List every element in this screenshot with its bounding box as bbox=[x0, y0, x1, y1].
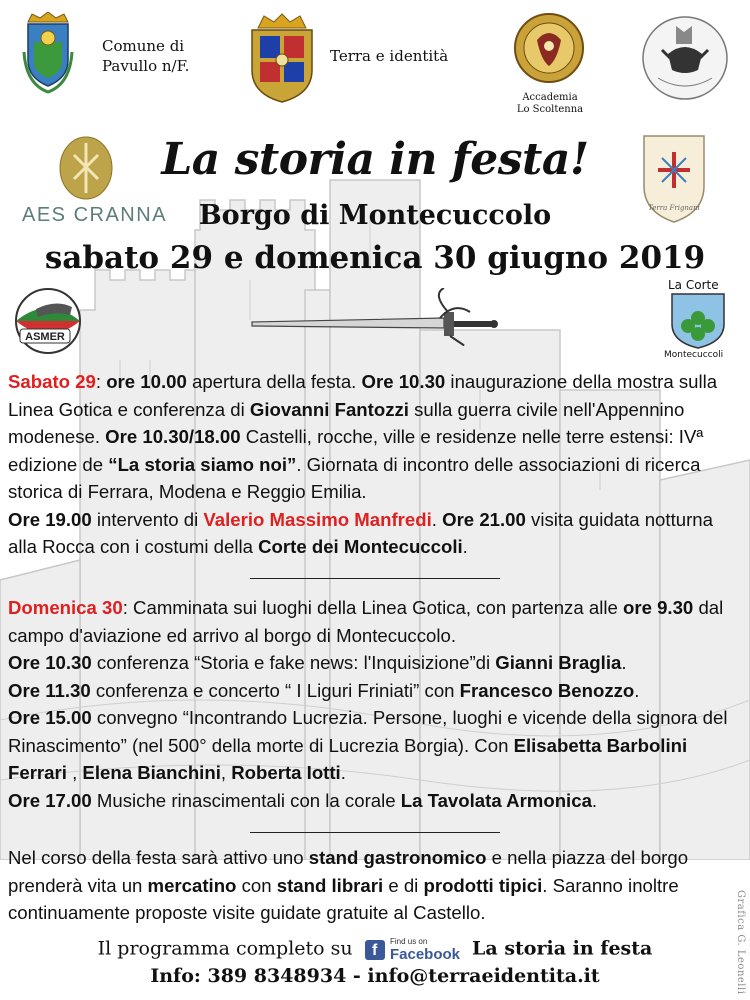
saturday-paragraph bbox=[8, 368, 746, 506]
saturday-evening-paragraph bbox=[8, 506, 746, 561]
sunday-music-paragraph bbox=[8, 787, 746, 815]
time-label: ore 10.00 bbox=[106, 371, 187, 392]
time-label: Ore 17.00 bbox=[8, 789, 92, 811]
speaker-name: Giovanni Fantozzi bbox=[249, 398, 409, 420]
text-run: . Saranno inoltre continuamente proposte visite guidate gratuite al Castello. bbox=[8, 874, 679, 923]
comune-pavullo-coat-of-arms-logo bbox=[22, 12, 74, 96]
comune-line2: Pavullo n/F. bbox=[102, 57, 190, 75]
time-label: Ore 10.30/18.00 bbox=[105, 426, 241, 447]
sunday-day-label: Domenica 30 bbox=[8, 597, 123, 618]
event-name: “La storia siamo noi” bbox=[108, 453, 297, 475]
corte-logo-label-top: La Corte bbox=[668, 278, 719, 292]
highlight: stand librari bbox=[276, 874, 384, 896]
speaker-name: Elena Bianchini bbox=[82, 762, 221, 783]
text-run: , bbox=[220, 762, 232, 783]
signori-montecuccoli-seal-logo bbox=[640, 14, 730, 102]
sword-illustration bbox=[248, 288, 498, 348]
asmer-logo bbox=[8, 285, 94, 357]
text-run: e di bbox=[383, 874, 424, 896]
graphic-credit: Grafica G. Leonelli bbox=[735, 890, 746, 995]
section-divider bbox=[250, 578, 500, 579]
terra-identita-crest-logo bbox=[244, 12, 320, 104]
accademia-line1: Accademia bbox=[522, 92, 578, 103]
text-run: Musiche rinascimentali con la corale bbox=[91, 789, 401, 811]
aes-cranna-label: AES CRANNA bbox=[22, 204, 168, 226]
text-run: : Camminata sui luoghi della Linea Gotica, con partenza alle bbox=[122, 597, 623, 618]
highlight: mercatino bbox=[147, 874, 237, 896]
facebook-page-name[interactable]: La storia in festa bbox=[472, 937, 653, 960]
text-run: : bbox=[95, 371, 107, 392]
text-run: Castelli, rocche, ville e residenze nelle terre estensi: IVª edizione de bbox=[8, 426, 704, 475]
text-run: . bbox=[634, 679, 640, 701]
saturday-program bbox=[8, 368, 746, 561]
terra-identita-label: Terra e identità bbox=[330, 47, 449, 65]
text-run: inaugurazione della mostra sulla Linea Gotica e conferenza di bbox=[8, 371, 718, 420]
sunday-conference-paragraph bbox=[8, 649, 746, 677]
time-label: ore 9.30 bbox=[622, 597, 694, 618]
sunday-walk-paragraph bbox=[8, 594, 746, 649]
corte-montecuccoli-shield-logo bbox=[668, 292, 728, 350]
text-run: , bbox=[66, 762, 83, 783]
text-run: Nel corso della festa sarà attivo uno bbox=[8, 847, 309, 868]
text-run: con bbox=[236, 874, 277, 896]
facebook-wordmark: Facebook bbox=[389, 946, 460, 963]
text-run: dal campo d'aviazione ed arrivo al borgo di Montecuccolo. bbox=[8, 597, 724, 646]
group-name: La Tavolata Armonica bbox=[400, 789, 592, 811]
speaker-name: Valerio Massimo Manfredi bbox=[203, 508, 432, 530]
event-place: Borgo di Montecuccolo bbox=[198, 200, 552, 231]
text-run: conferenza e concerto “ I Liguri Friniati” con bbox=[90, 679, 460, 701]
accademia-logo-label bbox=[510, 92, 590, 116]
comune-logo-label bbox=[102, 36, 189, 76]
footer-contact-info: Info: 389 8348934 - info@terraeidentita.it bbox=[150, 965, 600, 987]
speaker-name: Francesco Benozzo bbox=[459, 679, 635, 701]
time-label: Ore 19.00 bbox=[8, 508, 92, 530]
terra-frignani-mark: Terra Frignani bbox=[648, 204, 700, 212]
highlight: prodotti tipici bbox=[423, 874, 543, 896]
text-run: e nella piazza del borgo prenderà vita un bbox=[8, 847, 689, 896]
sunday-program bbox=[8, 594, 746, 814]
facebook-find-us-text: Find us on bbox=[389, 937, 428, 946]
time-label: Ore 11.30 bbox=[8, 679, 91, 701]
event-title: La storia in festa! bbox=[161, 134, 589, 185]
text-run: intervento di bbox=[91, 508, 204, 530]
time-label: Ore 10.30 bbox=[361, 371, 446, 392]
comune-line1: Comune di bbox=[102, 37, 185, 55]
corte-logo-label-bottom: Montecuccoli bbox=[664, 350, 724, 360]
text-run: visita guidata notturna alla Rocca con i costumi della bbox=[8, 508, 713, 557]
event-dates: sabato 29 e domenica 30 giugno 2019 bbox=[44, 240, 706, 276]
accademia-line2: Lo Scoltenna bbox=[516, 104, 584, 115]
accademia-scoltenna-seal-logo bbox=[513, 10, 585, 88]
text-run: sulla guerra civile nell'Appennino modenese. bbox=[8, 398, 685, 447]
text-run: . bbox=[621, 652, 627, 673]
sunday-concert-paragraph bbox=[8, 677, 746, 705]
sunday-convegno-paragraph bbox=[8, 704, 746, 787]
text-run: . Giornata di incontro delle associazioni di ricerca storica di Ferrara, Modena e Reggio Emilia. bbox=[8, 453, 701, 502]
facebook-badge[interactable] bbox=[365, 936, 460, 963]
time-label: Ore 21.00 bbox=[442, 508, 526, 530]
text-run: . bbox=[340, 762, 346, 783]
speaker-name: Roberta Iotti bbox=[231, 762, 341, 783]
time-label: Ore 10.30 bbox=[8, 652, 92, 673]
program-prefix: Il programma completo su bbox=[97, 937, 353, 960]
saturday-day-label: Sabato 29 bbox=[8, 371, 96, 392]
speaker-name: Gianni Braglia bbox=[495, 652, 622, 673]
asmer-logo-text: ASMER bbox=[25, 331, 65, 343]
text-run: . bbox=[462, 536, 468, 557]
text-run: apertura della festa. bbox=[186, 371, 362, 392]
highlight: stand gastronomico bbox=[308, 847, 487, 868]
text-run: . bbox=[591, 789, 598, 811]
footer-program-line bbox=[0, 936, 750, 963]
text-run: . bbox=[431, 508, 443, 530]
group-name: Corte dei Montecuccoli bbox=[258, 536, 463, 557]
speaker-name: Elisabetta Barbolini Ferrari bbox=[8, 734, 688, 783]
notes-paragraph bbox=[8, 844, 746, 927]
time-label: Ore 15.00 bbox=[8, 707, 92, 728]
festival-notes bbox=[8, 844, 746, 927]
text-run: convegno “Incontrando Lucrezia. Persone, luoghi e vicende della signora del Rinascimento” (nel 500° della morte di Lucrezia Borgia). Con bbox=[8, 707, 728, 756]
section-divider bbox=[250, 832, 500, 833]
facebook-f-icon: f bbox=[365, 940, 385, 960]
text-run: conferenza “Storia e fake news: l'Inquisizione”di bbox=[91, 652, 496, 673]
